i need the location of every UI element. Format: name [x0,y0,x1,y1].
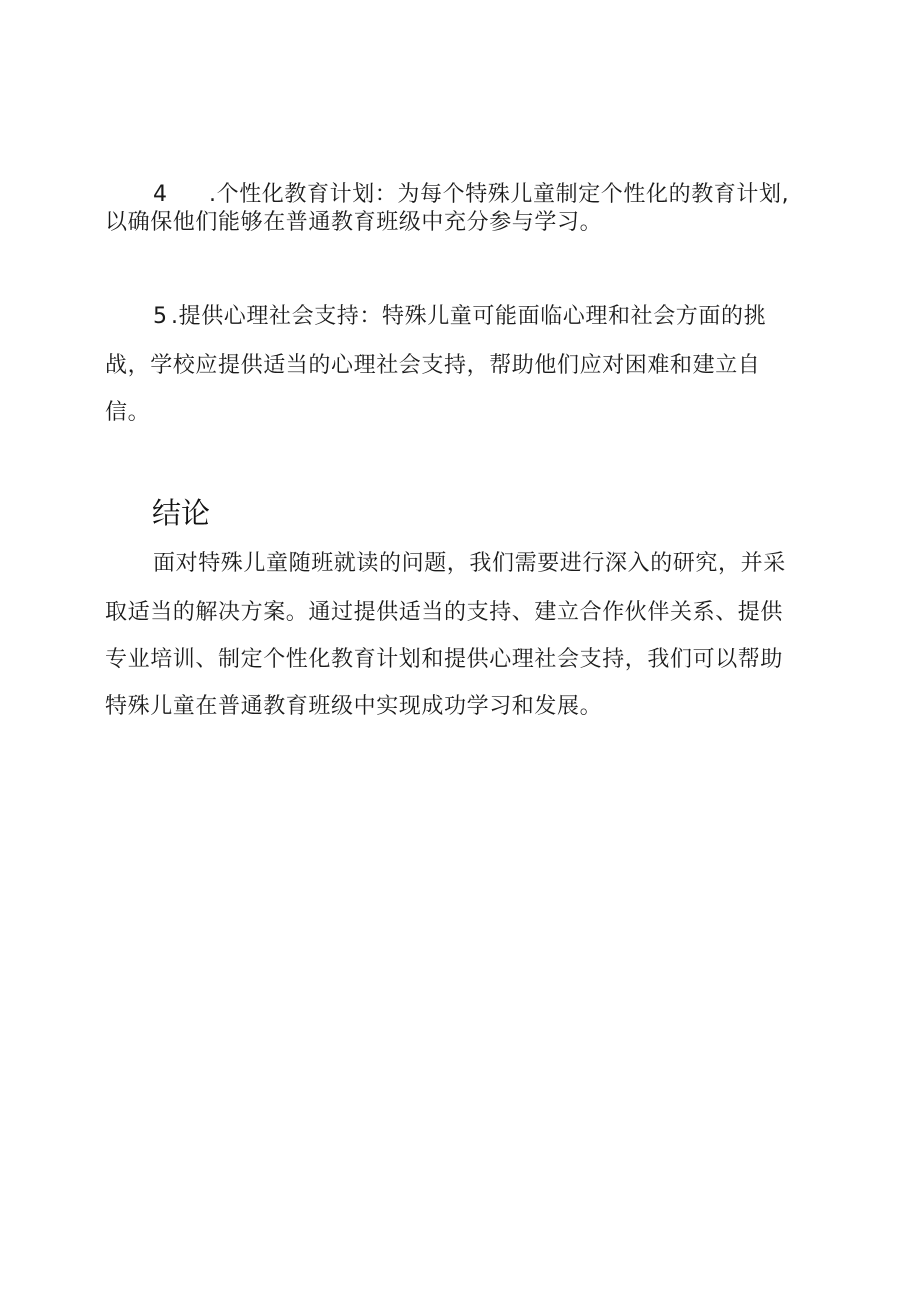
item-5-line-2 [105,351,760,381]
conclusion-text-2: 取适当的解决方案。通过提供适当的支持、建立合作伙伴关系、提供 [105,600,784,625]
item-5-text-1: .提供心理社会支持：特殊儿童可能面临心理和社会方面的挑 [171,304,767,329]
conclusion-text-3: 专业培训、制定个性化教育计划和提供心理社会支持，我们可以帮助 [105,647,784,672]
item-5-line-3 [105,398,150,428]
conclusion-line-4 [105,692,602,722]
item-4-text-1: .个性化教育计划：为每个特殊儿童制定个性化的教育计划, [209,182,790,207]
item-5-text-2: 战，学校应提供适当的心理社会支持，帮助他们应对困难和建立自 [105,353,761,378]
conclusion-line-1 [153,549,786,579]
conclusion-text-1: 面对特殊儿童随班就读的问题，我们需要进行深入的研究，并采 [153,551,786,576]
conclusion-heading: 结论 [152,496,211,530]
item-4-text-2: 以确保他们能够在普通教育班级中充分参与学习。 [105,210,603,235]
conclusion-line-3 [105,645,783,675]
item-4-line-2 [105,208,602,238]
item-5-number: 5 [153,304,168,329]
item-4-line-1 [153,180,789,210]
conclusion-text-4: 特殊儿童在普通教育班级中实现成功学习和发展。 [105,694,603,719]
item-5-line-1 [153,302,766,332]
item-5-text-3: 信。 [105,400,151,425]
conclusion-line-2 [105,598,783,628]
item-4-number: 4 [153,182,168,207]
